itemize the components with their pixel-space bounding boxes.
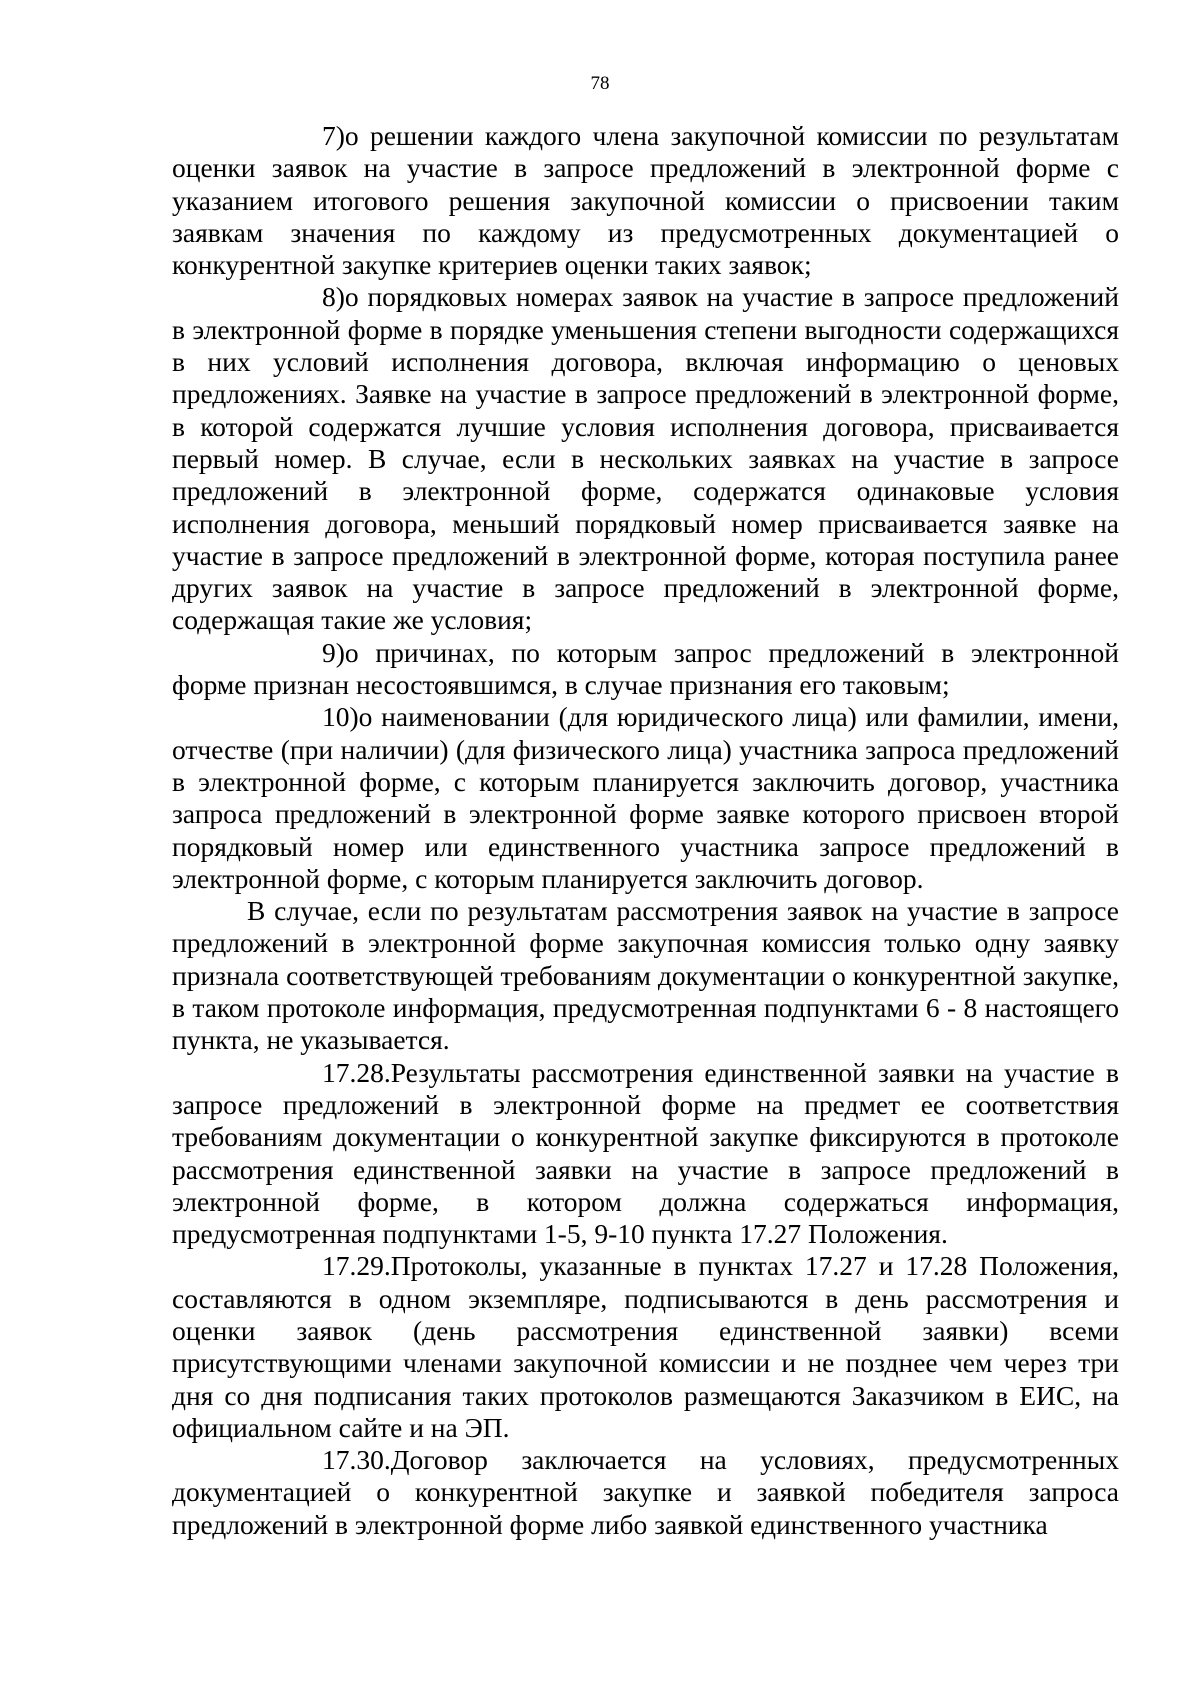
page-number: 78 <box>590 73 610 94</box>
paragraph-text: Результаты рассмотрения единственной заявки на участие в запросе предложений в электронной форме на предмет ее соответствия требованиям документации о конкурентной закупке фиксируются в протоколе рассмотрения единственной заявки на участие в запросе предложений в электронной форме, в котором должна содержаться информация, предусмотренная подпунктами 1-5, 9-10 пункта 17.27 Положения. <box>172 1056 1119 1250</box>
paragraph-item-10 <box>172 701 1119 895</box>
paragraph-text: В случае, если по результатам рассмотрения заявок на участие в запросе предложений в электронной форме закупочная комиссия только одну заявку признала соответствующей требованиям документации о конкурентной закупке, в таком протоколе информация, предусмотренная подпунктами 6 - 8 настоящего пункта, не указывается. <box>172 895 1119 1056</box>
paragraph-clause-17-28 <box>172 1057 1119 1251</box>
paragraph-text: Договор заключается на условиях, предусмотренных документацией о конкурентной закупке и заявкой победителя запроса предложений в электронной форме либо заявкой единственного участника <box>172 1444 1119 1540</box>
clause-number: 17.28. <box>322 1056 391 1088</box>
item-number: 8) <box>322 281 345 313</box>
item-number: 10) <box>322 701 359 733</box>
item-number: 9) <box>322 636 345 668</box>
paragraph-text: о причинах, по которым запрос предложений в электронной форме признан несостоявшимся, в случае признания его таковым; <box>172 636 1119 701</box>
paragraph-text: Протоколы, указанные в пунктах 17.27 и 17.28 Положения, составляются в одном экземпляре, подписываются в день рассмотрения и оценки заявок (день рассмотрения единственной заявки) всеми присутствующими членами закупочной комиссии и не позднее чем через три дня со дня подписания таких протоколов размещаются Заказчиком в ЕИС, на официальном сайте и на ЭП. <box>172 1250 1119 1443</box>
body-text <box>172 120 1119 1541</box>
paragraph-item-8 <box>172 281 1119 636</box>
paragraph-item-9 <box>172 637 1119 702</box>
paragraph-item-7 <box>172 120 1119 281</box>
paragraph-text: о порядковых номерах заявок на участие в запросе предложений в электронной форме в порядке уменьшения степени выгодности содержащихся в них условий исполнения договора, включая информацию о ценовых предложениях. Заявке на участие в запросе предложений в электронной форме, в которой содержатся лучшие условия исполнения договора, присваивается первый номер. В случае, если в нескольких заявках на участие в запросе предложений в электронной форме, содержатся одинаковые условия исполнения договора, меньший порядковый номер присваивается заявке на участие в запросе предложений в электронной форме, которая поступила ранее других заявок на участие в запросе предложений в электронной форме, содержащая такие же условия; <box>172 281 1119 636</box>
clause-number: 17.30. <box>322 1444 391 1476</box>
item-number: 7) <box>322 120 345 151</box>
clause-number: 17.29. <box>322 1250 391 1282</box>
paragraph-text: о наименовании (для юридического лица) или фамилии, имени, отчестве (при наличии) (для физического лица) участника запроса предложений в электронной форме, с которым планируется заключить договор, участника запроса предложений в электронной форме заявке которого присвоен второй порядковый номер или единственного участника запросе предложений в электронной форме, с которым планируется заключить договор. <box>172 701 1119 894</box>
paragraph-single-bid-note <box>172 895 1119 1056</box>
paragraph-clause-17-30 <box>172 1444 1119 1541</box>
paragraph-text: о решении каждого члена закупочной комиссии по результатам оценки заявок на участие в запросе предложений в электронной форме с указанием итогового решения закупочной комиссии о присвоении таким заявкам значения по каждому из предусмотренных документацией о конкурентной закупке критериев оценки таких заявок; <box>172 120 1119 281</box>
paragraph-clause-17-29 <box>172 1250 1119 1444</box>
